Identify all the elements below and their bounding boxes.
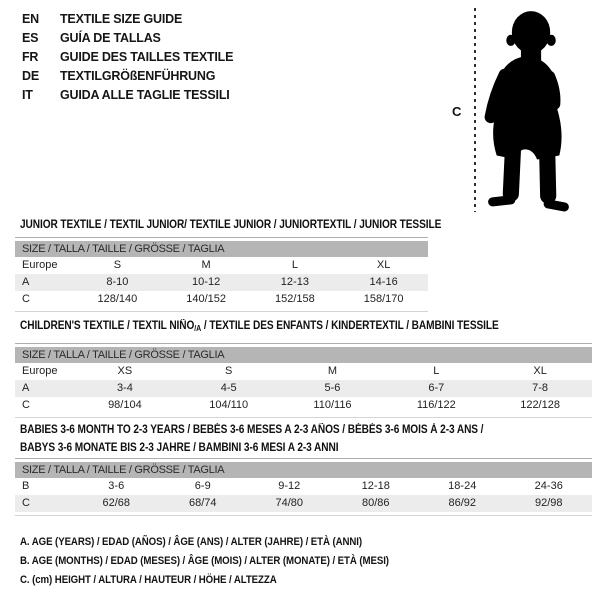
- cell: 24-36: [534, 480, 563, 492]
- cell: 6-7: [428, 382, 445, 394]
- row-label: C: [22, 497, 30, 509]
- section-title-children-sub: /A: [194, 324, 202, 333]
- cell: 68/74: [188, 497, 217, 509]
- cell: L: [291, 259, 298, 271]
- language-row-it: [22, 86, 233, 105]
- cell: 86/92: [448, 497, 477, 509]
- size-table-babies: [15, 458, 592, 516]
- table-row-b: [15, 478, 592, 495]
- cell: S: [225, 365, 233, 377]
- row-label: C: [22, 399, 30, 411]
- table-top-rule: [15, 237, 428, 238]
- table-rows: [15, 363, 592, 414]
- cell: 5-6: [324, 382, 341, 394]
- language-row-fr: [22, 48, 233, 67]
- row-label: B: [22, 480, 30, 492]
- cell: 9-12: [278, 480, 301, 492]
- section-title-babies-line1: BABIES 3-6 MONTH TO 2-3 YEARS / BEBÉS 3-6 MESES A 2-3 AÑOS / BÉBÉS 3-6 MOIS À 2-3 ANS /: [20, 424, 484, 436]
- cell: 6-9: [194, 480, 211, 492]
- table-bottom-rule: [15, 311, 428, 312]
- language-row-es: [22, 29, 233, 48]
- cell: 98/104: [108, 399, 142, 411]
- table-bottom-rule: [15, 417, 592, 418]
- section-title-children: [20, 317, 499, 338]
- cell: 4-5: [220, 382, 237, 394]
- size-table-children: [15, 343, 592, 418]
- language-code: EN: [22, 12, 39, 26]
- cell: 18-24: [448, 480, 477, 492]
- cell: XS: [117, 365, 133, 377]
- table-bottom-rule: [15, 515, 592, 516]
- section-title-babies-line2: BABYS 3-6 MONATE BIS 2-3 JAHRE / BAMBINI 3-6 MESI A 2-3 ANNI: [20, 442, 339, 454]
- language-label: TEXTILE SIZE GUIDE: [60, 12, 183, 26]
- cell: 3-4: [116, 382, 133, 394]
- language-label: TEXTILGRÖßENFÜHRUNG: [60, 69, 216, 83]
- cell: 116/122: [416, 399, 456, 411]
- baby-silhouette: [482, 2, 574, 214]
- cell: 104/110: [209, 399, 249, 411]
- cell: 80/86: [361, 497, 390, 509]
- language-label: GUIDE DES TAILLES TEXTILE: [60, 50, 234, 64]
- cell: 12-18: [361, 480, 390, 492]
- size-table-junior: [15, 237, 428, 312]
- cell: 10-12: [192, 276, 221, 288]
- language-row-de: [22, 67, 233, 86]
- cell: 122/128: [520, 399, 560, 411]
- language-code: IT: [22, 88, 33, 102]
- cell: L: [433, 365, 440, 377]
- cell: 8-10: [106, 276, 129, 288]
- language-code: ES: [22, 31, 39, 45]
- cell: S: [113, 259, 122, 271]
- table-top-rule: [15, 458, 592, 459]
- footnote-c: C. (cm) HEIGHT / ALTURA / HAUTEUR / HÖHE / ALTEZZA: [20, 574, 277, 586]
- table-row-europe: [15, 363, 592, 380]
- table-row-c: [15, 495, 592, 512]
- cell: 128/140: [97, 293, 138, 305]
- cell: 62/68: [102, 497, 131, 509]
- cell: 74/80: [275, 497, 304, 509]
- table-row-a: [15, 274, 428, 291]
- table-row-europe: [15, 257, 428, 274]
- section-title-junior-text: JUNIOR TEXTILE / TEXTIL JUNIOR/ TEXTILE JUNIOR / JUNIORTEXTIL / JUNIOR TESSILE: [20, 219, 442, 231]
- language-code: DE: [22, 69, 39, 83]
- dotted-measure-line: [474, 8, 476, 212]
- table-row-c: [15, 397, 592, 414]
- table-band: SIZE / TALLA / TAILLE / GRÖSSE / TAGLIA: [15, 462, 592, 478]
- language-list: [22, 10, 233, 105]
- row-label: A: [22, 276, 30, 288]
- footnotes: [20, 533, 389, 590]
- language-row-en: [22, 10, 233, 29]
- table-band: SIZE / TALLA / TAILLE / GRÖSSE / TAGLIA: [15, 347, 592, 363]
- cell: 158/170: [363, 293, 404, 305]
- table-band: SIZE / TALLA / TAILLE / GRÖSSE / TAGLIA: [15, 241, 428, 257]
- row-label: Europe: [22, 365, 58, 377]
- table-row-c: [15, 291, 428, 308]
- table-top-rule: [15, 343, 592, 344]
- section-title-children-post: / TEXTILE DES ENFANTS / KINDERTEXTIL / BAMBINI TESSILE: [201, 320, 499, 332]
- cell: XL: [533, 365, 547, 377]
- cell: 92/98: [534, 497, 563, 509]
- row-label: C: [22, 293, 30, 305]
- row-label: Europe: [22, 259, 58, 271]
- section-title-babies: [20, 421, 483, 457]
- row-label: A: [22, 382, 30, 394]
- language-label: GUIDA ALLE TAGLIE TESSILI: [60, 88, 230, 102]
- footnote-a: A. AGE (YEARS) / EDAD (AÑOS) / ÂGE (ANS) / ALTER (JAHRE) / ETÀ (ANNI): [20, 536, 363, 548]
- footnote-b: B. AGE (MONTHS) / EDAD (MESES) / ÂGE (MOIS) / ALTER (MONATE) / ETÀ (MESI): [20, 555, 389, 567]
- section-title-junior: [20, 216, 441, 234]
- cell: 110/116: [313, 399, 352, 411]
- cell: 14-16: [369, 276, 398, 288]
- cell: 7-8: [532, 382, 549, 394]
- cell: 3-6: [108, 480, 125, 492]
- cell: 140/152: [186, 293, 226, 305]
- height-measure-label: C: [452, 104, 462, 119]
- table-rows: [15, 478, 592, 512]
- cell: 12-13: [280, 276, 309, 288]
- table-rows: [15, 257, 428, 308]
- cell: XL: [376, 259, 391, 271]
- language-code: FR: [22, 50, 39, 64]
- cell: M: [327, 365, 338, 377]
- language-label: GUÍA DE TALLAS: [60, 31, 161, 45]
- cell: 152/158: [274, 293, 315, 305]
- table-row-a: [15, 380, 592, 397]
- section-title-children-pre: CHILDREN'S TEXTILE / TEXTIL NIÑO: [20, 320, 195, 332]
- cell: M: [201, 259, 211, 271]
